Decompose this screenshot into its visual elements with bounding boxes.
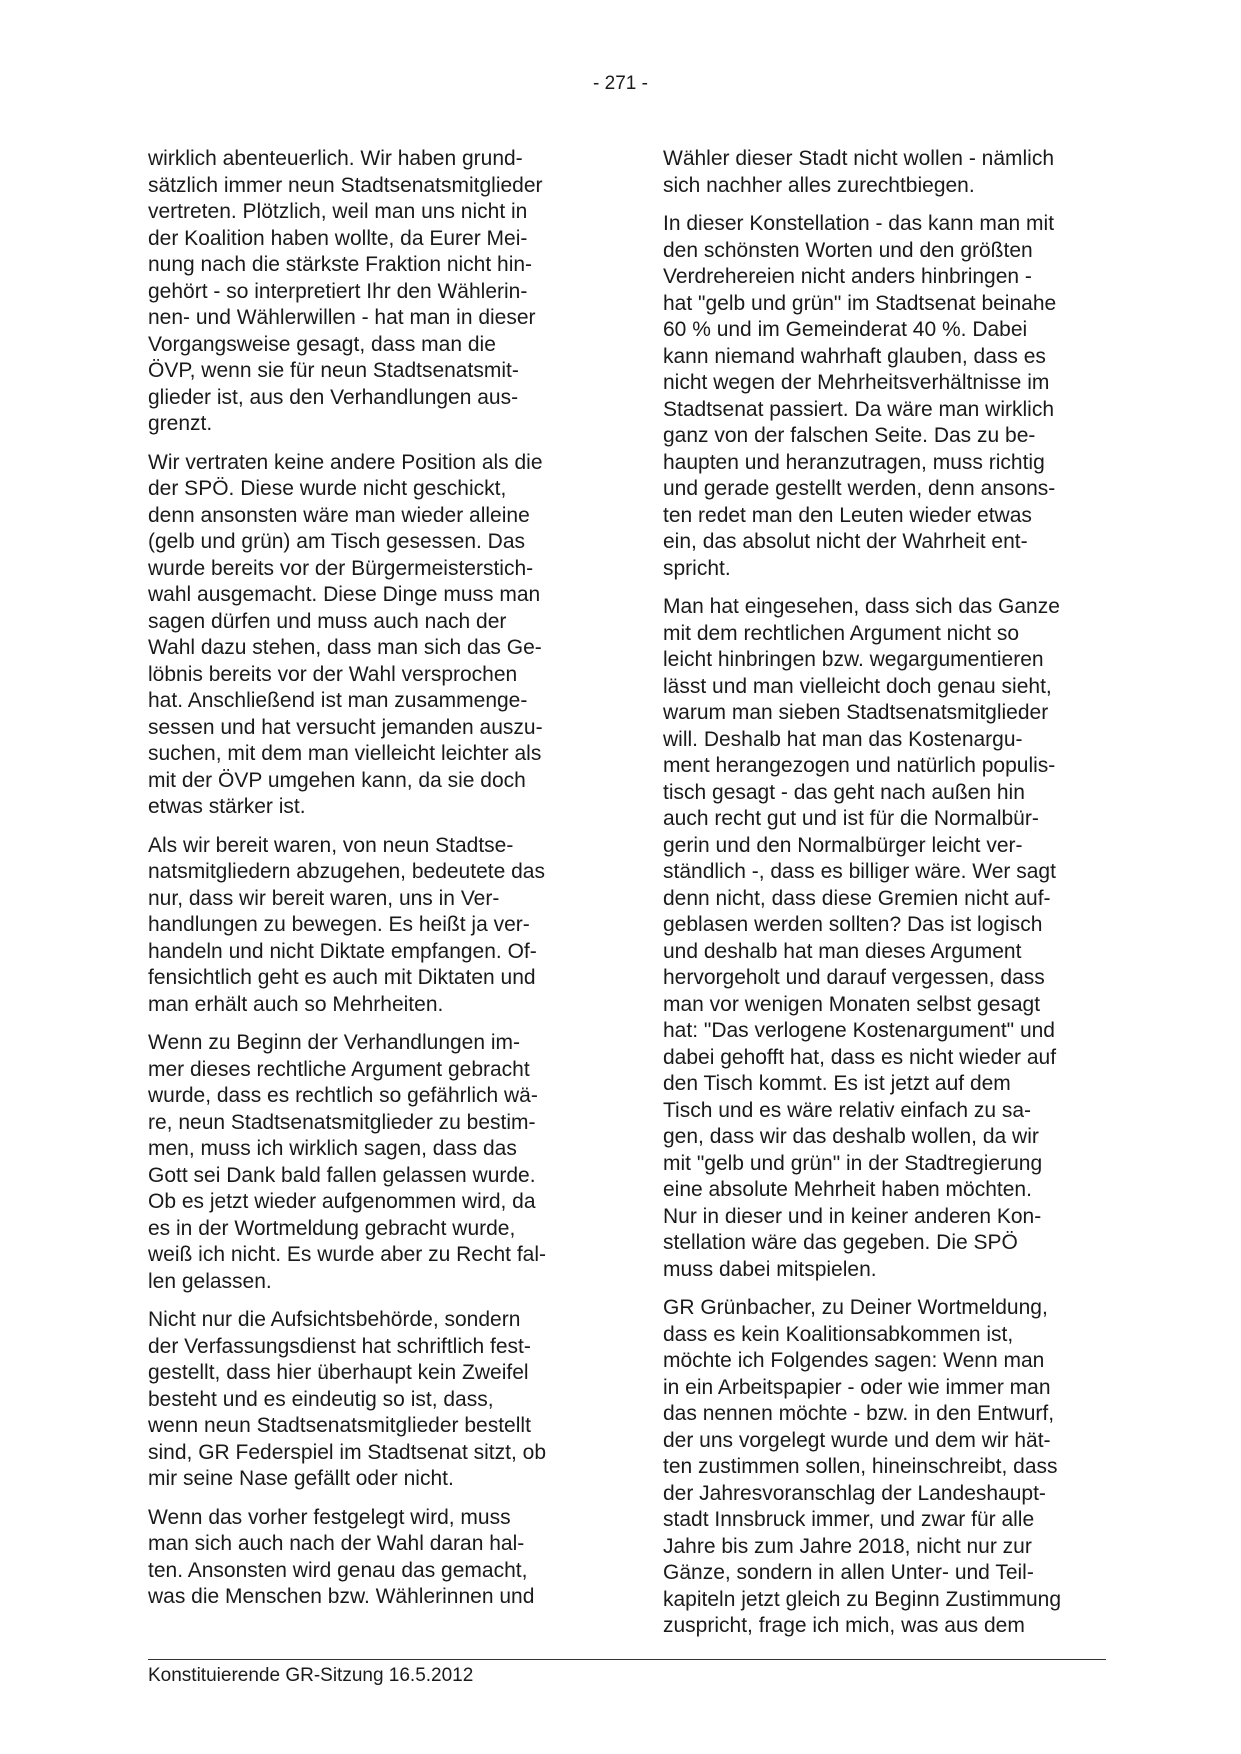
text-line: nung nach die stärkste Fraktion nicht hin- [148, 253, 533, 276]
text-line: löbnis bereits vor der Wahl versprochen [148, 662, 518, 686]
text-line: Jahre bis zum Jahre 2018, nicht nur zur [663, 1534, 1032, 1558]
text-line: haupten und heranzutragen, muss richtig [663, 450, 1045, 474]
text-line: mit der ÖVP umgehen kann, da sie doch [148, 768, 526, 792]
paragraph [148, 1307, 588, 1493]
text-line: ganz von der falschen Seite. Das zu be- [663, 424, 1036, 447]
text-line: Wir vertraten keine andere Position als die [148, 450, 543, 474]
text-line: Man hat eingesehen, dass sich das Ganze [663, 595, 1060, 618]
text-line: hat: "Das verlogene Kostenargument" und [663, 1019, 1055, 1042]
paragraph [148, 146, 588, 438]
text-line: Stadtsenat passiert. Da wäre man wirklich [663, 397, 1054, 421]
text-line: besteht und es eindeutig so ist, dass, [148, 1387, 494, 1411]
text-line: len gelassen. [148, 1269, 272, 1293]
text-line: handlungen zu bewegen. Es heißt ja ver- [148, 913, 530, 936]
text-line: kann niemand wahrhaft glauben, dass es [663, 344, 1046, 368]
text-line: weiß ich nicht. Es wurde aber zu Recht fal- [148, 1243, 546, 1266]
text-line: Tisch und es wäre relativ einfach zu sa- [663, 1098, 1032, 1122]
text-line: In dieser Konstellation - das kann man mit [663, 212, 1055, 235]
text-line: Vorgangsweise gesagt, dass man die [148, 332, 496, 356]
text-line: gerin und den Normalbürger leicht ver- [663, 833, 1023, 857]
text-line: handeln und nicht Diktate empfangen. Of- [148, 939, 537, 963]
text-line: nur, dass wir bereit waren, uns in Ver- [148, 886, 500, 910]
text-line: was die Menschen bzw. Wählerinnen und [148, 1585, 535, 1608]
text-line: nen- und Wählerwillen - hat man in dieser [148, 306, 536, 329]
text-line: spricht. [663, 556, 731, 580]
text-line: Wähler dieser Stadt nicht wollen - nämlich [663, 147, 1055, 170]
right-column [663, 146, 1103, 1640]
text-line: und deshalb hat man dieses Argument [663, 939, 1022, 963]
text-line: Ob es jetzt wieder aufgenommen wird, da [148, 1190, 536, 1213]
text-line: hat "gelb und grün" im Stadtsenat beinahe [663, 291, 1057, 315]
text-line: möchte ich Folgendes sagen: Wenn man [663, 1349, 1045, 1372]
text-line: der SPÖ. Diese wurde nicht geschickt, [148, 477, 507, 500]
text-line: Nur in dieser und in keiner anderen Kon- [663, 1204, 1042, 1228]
text-line: denn ansonsten wäre man wieder alleine [148, 503, 530, 527]
text-line: der Jahresvoranschlag der Landeshaupt- [663, 1481, 1046, 1505]
text-line: den schönsten Worten und den größten [663, 238, 1033, 262]
text-line: mer dieses rechtliche Argument gebracht [148, 1057, 530, 1081]
text-line: gehört - so interpretiert Ihr den Wählerin- [148, 279, 528, 303]
text-line: der Verfassungsdienst hat schriftlich fest- [148, 1334, 531, 1358]
text-line: suchen, mit dem man vielleicht leichter als [148, 742, 542, 765]
text-line: sich nachher alles zurechtbiegen. [663, 173, 975, 197]
text-line: ten. Ansonsten wird genau das gemacht, [148, 1558, 528, 1582]
text-line: nicht wegen der Mehrheitsverhältnisse im [663, 371, 1050, 394]
text-line: ÖVP, wenn sie für neun Stadtsenatsmit- [148, 359, 519, 382]
paragraph [663, 211, 1103, 582]
text-line: dass es kein Koalitionsabkommen ist, [663, 1322, 1014, 1346]
text-line: 60 % und im Gemeinderat 40 %. Dabei [663, 318, 1028, 341]
paragraph [148, 833, 588, 1019]
text-line: wahl ausgemacht. Diese Dinge muss man [148, 583, 541, 606]
text-line: ment herangezogen und natürlich populis- [663, 754, 1056, 777]
text-line: tisch gesagt - das geht nach außen hin [663, 780, 1025, 804]
text-line: ten zustimmen sollen, hineinschreibt, dass [663, 1455, 1058, 1478]
text-line: vertreten. Plötzlich, weil man uns nicht in [148, 200, 528, 223]
text-line: gen, dass wir das deshalb wollen, da wir [663, 1125, 1039, 1148]
text-line: Verdrehereien nicht anders hinbringen - [663, 265, 1032, 288]
text-line: Gott sei Dank bald fallen gelassen wurde. [148, 1163, 536, 1187]
footer-divider [148, 1659, 1106, 1660]
footer-text: Konstituierende GR-Sitzung 16.5.2012 [148, 1665, 474, 1686]
text-line: wenn neun Stadtsenatsmitglieder bestellt [148, 1414, 531, 1437]
paragraph [148, 450, 588, 821]
text-line: wirklich abenteuerlich. Wir haben grund- [148, 147, 523, 170]
text-line: men, muss ich wirklich sagen, dass das [148, 1137, 517, 1160]
text-line: Wenn das vorher festgelegt wird, muss [148, 1505, 511, 1529]
text-line: muss dabei mitspielen. [663, 1257, 877, 1281]
text-line: dabei gehofft hat, dass es nicht wieder auf [663, 1045, 1057, 1069]
text-line: glieder ist, aus den Verhandlungen aus- [148, 385, 519, 409]
text-line: fensichtlich geht es auch mit Diktaten und [148, 966, 536, 989]
text-line: das nennen möchte - bzw. in den Entwurf, [663, 1402, 1055, 1425]
paragraph [148, 1505, 588, 1611]
text-line: gestellt, dass hier überhaupt kein Zweifel [148, 1361, 529, 1384]
text-line: man erhält auch so Mehrheiten. [148, 992, 444, 1016]
paragraph [663, 594, 1103, 1283]
text-line: sind, GR Federspiel im Stadtsenat sitzt, ob [148, 1440, 547, 1464]
text-line: stadt Innsbruck immer, und zwar für alle [663, 1508, 1035, 1531]
text-line: man vor wenigen Monaten selbst gesagt [663, 992, 1041, 1016]
text-line: ein, das absolut nicht der Wahrheit ent- [663, 530, 1028, 553]
text-line: will. Deshalb hat man das Kostenargu- [663, 727, 1023, 751]
text-line: zuspricht, frage ich mich, was aus dem [663, 1614, 1025, 1637]
text-line: grenzt. [148, 412, 213, 435]
text-line: stellation wäre das gegeben. Die SPÖ [663, 1231, 1018, 1254]
text-line: Gänze, sondern in allen Unter- und Teil- [663, 1561, 1034, 1584]
text-line: mit "gelb und grün" in der Stadtregierung [663, 1151, 1043, 1175]
text-line: warum man sieben Stadtsenatsmitglieder [663, 701, 1049, 724]
left-column [148, 146, 588, 1611]
text-line: lässt und man vielleicht doch genau sieht, [663, 674, 1052, 698]
text-line: GR Grünbacher, zu Deiner Wortmeldung, [663, 1296, 1048, 1319]
text-line: eine absolute Mehrheit haben möchten. [663, 1178, 1032, 1201]
text-line: Wenn zu Beginn der Verhandlungen im- [148, 1031, 521, 1054]
text-line: etwas stärker ist. [148, 795, 306, 818]
text-line: der Koalition haben wollte, da Eurer Mei- [148, 226, 528, 250]
paragraph [663, 146, 1103, 199]
text-line: ten redet man den Leuten wieder etwas [663, 503, 1032, 527]
text-line: sessen und hat versucht jemanden auszu- [148, 715, 543, 739]
paragraph [663, 1295, 1103, 1640]
text-line: sagen dürfen und muss auch nach der [148, 609, 507, 633]
text-line: hervorgeholt und darauf vergessen, dass [663, 966, 1045, 989]
text-line: denn nicht, dass diese Gremien nicht auf- [663, 886, 1051, 910]
text-line: Wahl dazu stehen, dass man sich das Ge- [148, 636, 542, 659]
paragraph [148, 1030, 588, 1295]
text-line: und gerade gestellt werden, denn ansons- [663, 477, 1056, 500]
text-line: geblasen werden sollten? Das ist logisch [663, 913, 1043, 936]
text-line: es in der Wortmeldung gebracht wurde, [148, 1216, 516, 1240]
text-line: der uns vorgelegt wurde und dem wir hät- [663, 1428, 1051, 1452]
text-line: Nicht nur die Aufsichtsbehörde, sondern [148, 1308, 521, 1331]
text-line: (gelb und grün) am Tisch gesessen. Das [148, 530, 526, 553]
page-number: - 271 - [593, 73, 648, 94]
text-line: hat. Anschließend ist man zusammenge- [148, 689, 528, 712]
text-line: mit dem rechtlichen Argument nicht so [663, 621, 1019, 645]
text-line: in ein Arbeitspapier - oder wie immer man [663, 1375, 1051, 1399]
text-line: sätzlich immer neun Stadtsenatsmitglieder [148, 173, 543, 197]
text-line: Als wir bereit waren, von neun Stadtse- [148, 833, 514, 857]
text-line: mir seine Nase gefällt oder nicht. [148, 1467, 454, 1490]
text-line: natsmitgliedern abzugehen, bedeutete das [148, 860, 545, 883]
text-line: re, neun Stadtsenatsmitglieder zu bestim- [148, 1110, 536, 1134]
text-line: auch recht gut und ist für die Normalbür- [663, 807, 1039, 830]
text-line: leicht hinbringen bzw. wegargumentieren [663, 648, 1044, 671]
text-line: ständlich -, dass es billiger wäre. Wer sagt [663, 860, 1056, 883]
text-line: kapiteln jetzt gleich zu Beginn Zustimmung [663, 1587, 1062, 1611]
text-line: man sich auch nach der Wahl daran hal- [148, 1532, 525, 1555]
text-line: wurde bereits vor der Bürgermeisterstich- [148, 556, 534, 580]
text-line: wurde, dass es rechtlich so gefährlich wä- [148, 1084, 538, 1107]
text-line: den Tisch kommt. Es ist jetzt auf dem [663, 1072, 1011, 1095]
